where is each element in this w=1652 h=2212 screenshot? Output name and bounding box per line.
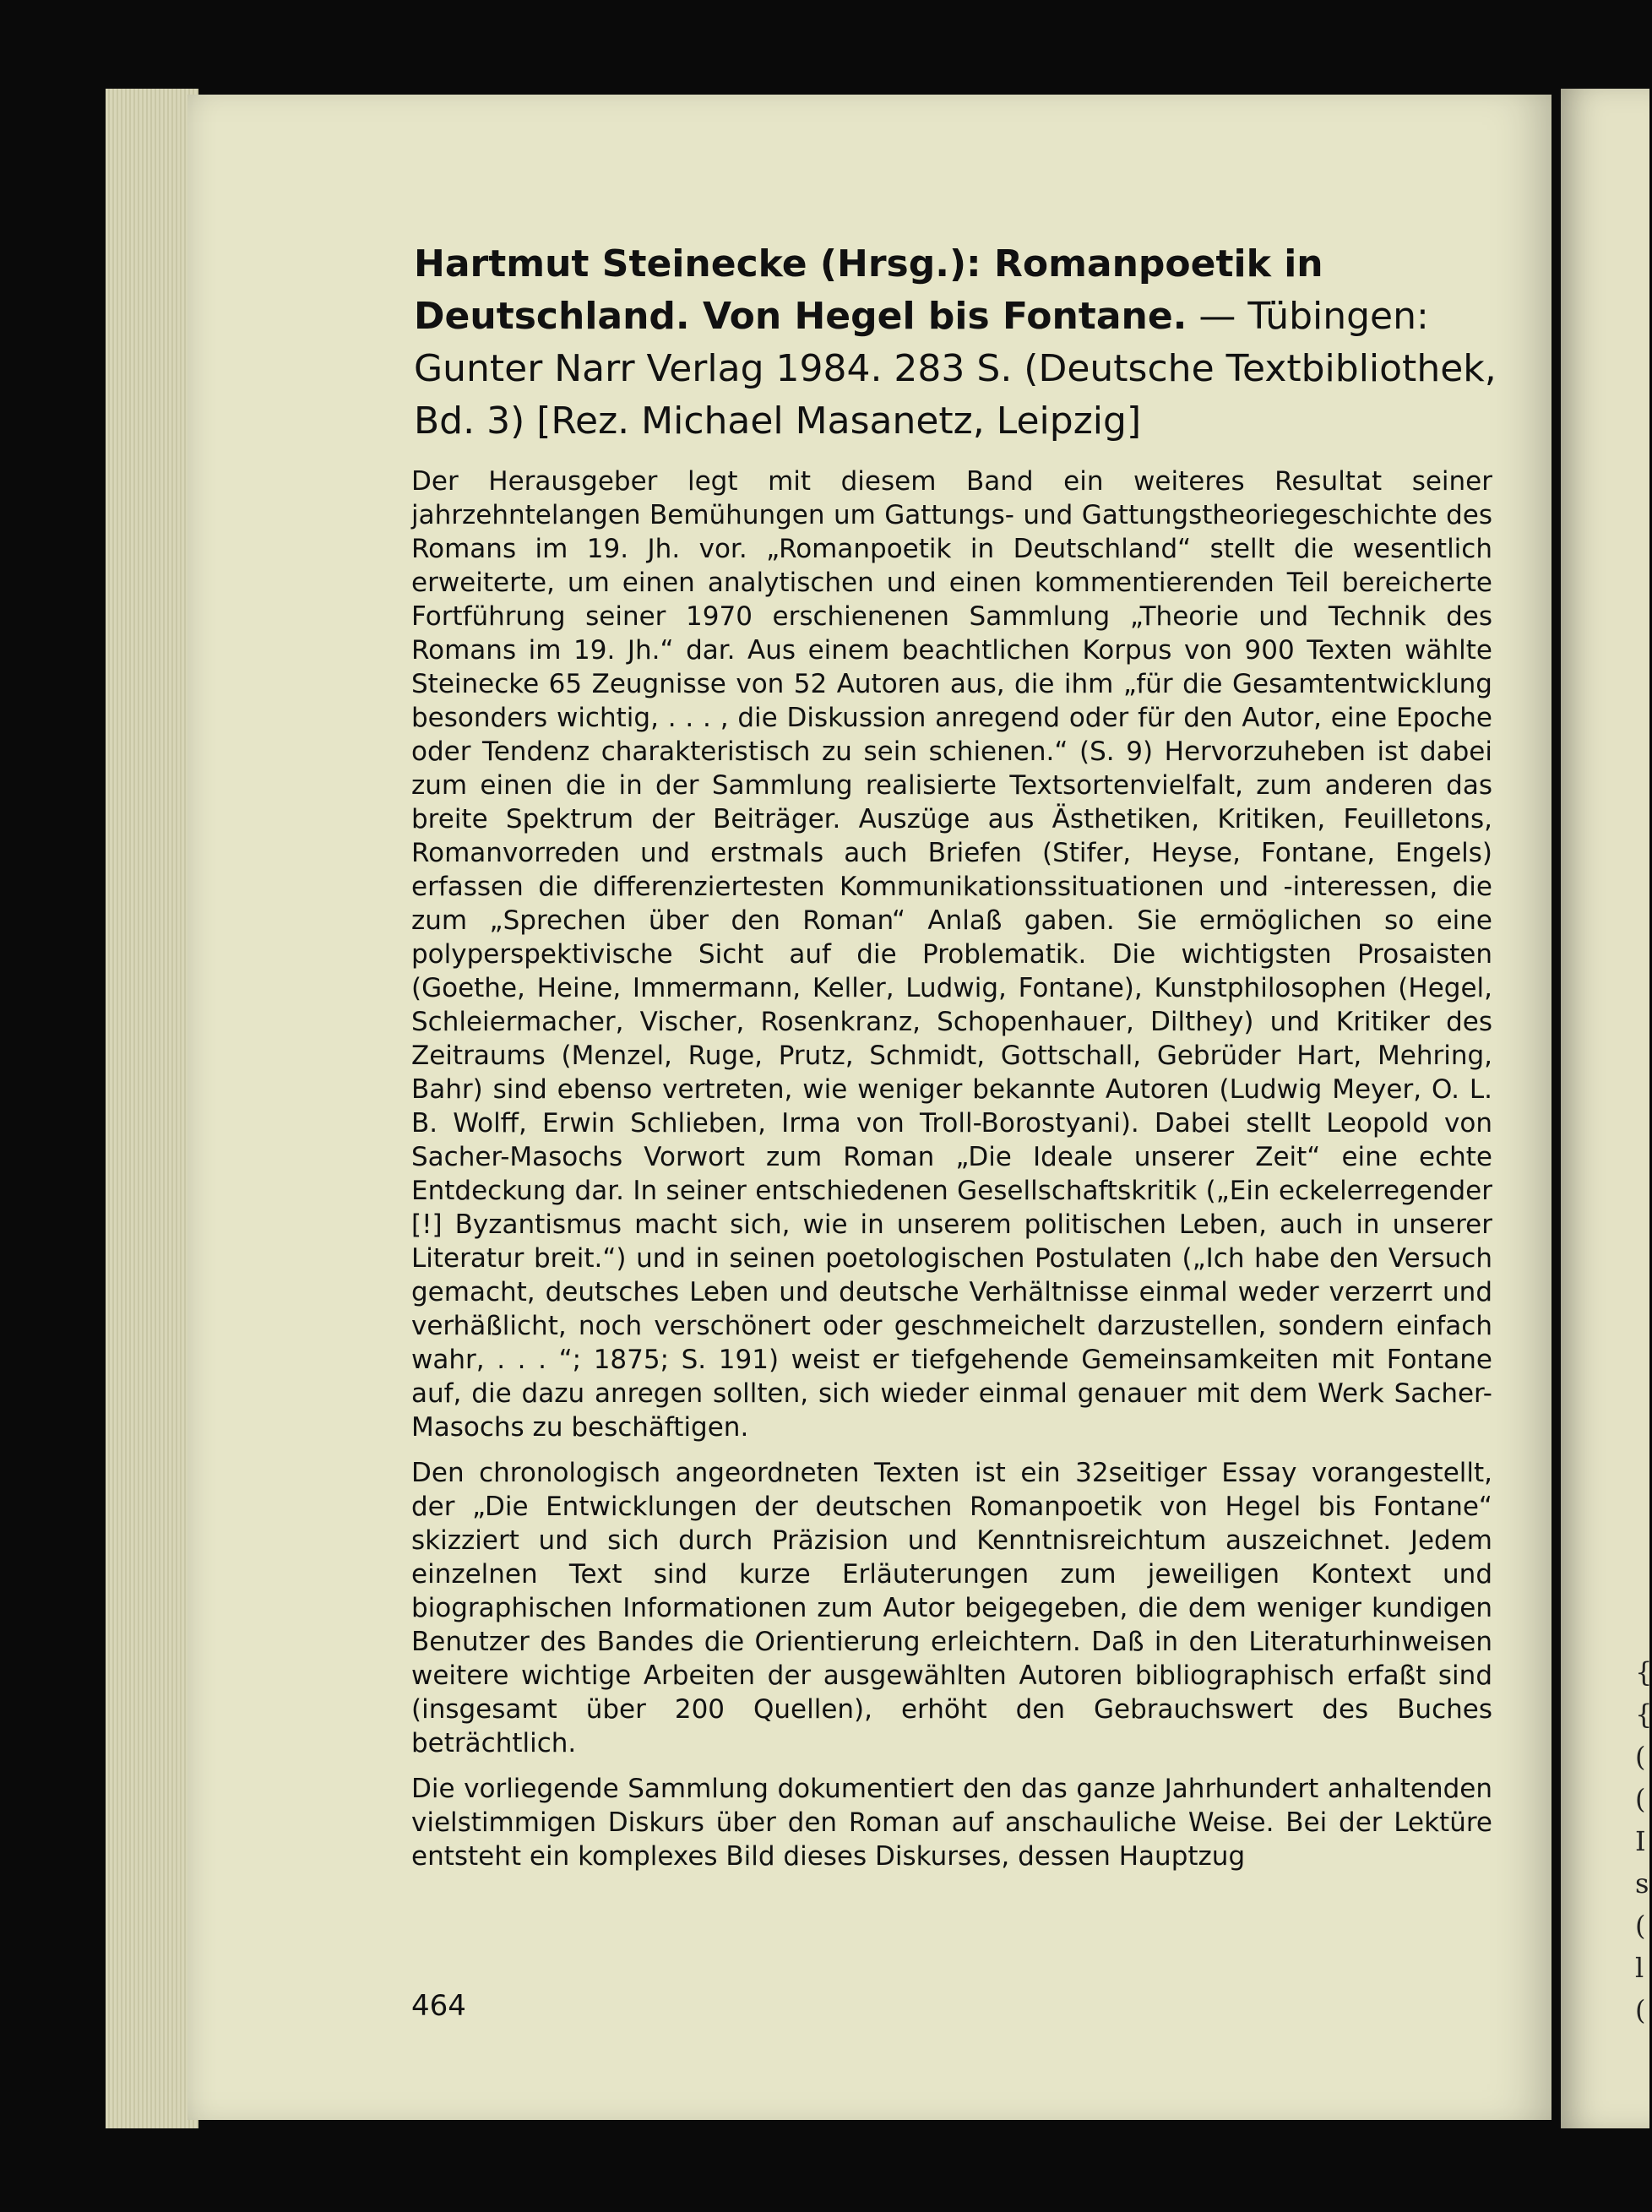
review-heading-publication: — Tübingen: Gunter Narr Verlag 1984. 283 S. (Deutsche Textbibliothek, Bd. 3) [Rez. Michael Masanetz, Leipzig] <box>414 295 1497 443</box>
review-body <box>411 465 1492 1885</box>
review-heading-bold: Hartmut Steinecke (Hrsg.): Romanpoetik in Deutschland. Von Hegel bis Fontane. <box>414 242 1323 338</box>
facing-page-fragments: { { ( ( I s ( l ( <box>1635 1656 1652 2026</box>
paragraph: Die vorliegende Sammlung dokumentiert den das ganze Jahrhundert anhaltenden vielstimmigen Diskurs über den Roman auf anschauliche Weise. Bei der Lektüre entsteht ein komplexes Bild dieses Diskurses, dessen Hauptzug <box>411 1774 1492 1872</box>
facing-page-edge <box>1561 89 1652 2128</box>
paragraph: Den chronologisch angeordneten Texten ist ein 32seitiger Essay vorangestellt, der „Die Entwicklungen der deutschen Romanpoetik von Hegel bis Fontane“ skizziert und sich durch Präzision und Kenntnisreichtum auszeichnet. Jedem einzelnen Text sind kurze Erläuterungen zum jeweiligen Kontext und biographischen Informationen zum Autor beigegeben, die dem weniger kundigen Benutzer des Bandes die Orientierung erleichtern. Daß in den Literaturhinweisen weitere wichtige Arbeiten der ausgewählten Autoren bibliographisch erfaßt sind (insgesamt über 200 Quellen), erhöht den Gebrauchswert des Buches beträchtlich. <box>411 1458 1492 1758</box>
review-heading <box>414 238 1499 448</box>
page-edges <box>106 89 198 2128</box>
paragraph: Der Herausgeber legt mit diesem Band ein weiteres Resultat seiner jahrzehntelangen Bemühungen um Gattungs- und Gattungstheoriegeschichte des Romans im 19. Jh. vor. „Romanpoetik in Deutschland“ stellt die wesentlich erweiterte, um einen analytischen und einen kommentierenden Teil bereicherte Fortführung seiner 1970 erschienenen Sammlung „Theorie und Technik des Romans im 19. Jh.“ dar. Aus einem beachtlichen Korpus von 900 Texten wählte Steinecke 65 Zeugnisse von 52 Autoren aus, die ihm „für die Gesamtentwicklung besonders wichtig, . . . , die Diskussion anregend oder für den Autor, eine Epoche oder Tendenz charakteristisch zu sein schienen.“ (S. 9) Hervorzuheben ist dabei zum einen die in der Sammlung realisierte Textsortenvielfalt, zum anderen das breite Spektrum der Beiträger. Auszüge aus Ästhetiken, Kritiken, Feuilletons, Romanvorreden und erstmals auch Briefen (Stifer, Heyse, Fontane, Engels) erfassen die differenziertesten Kommunikationssituationen und -interessen, die zum „Sprechen über den Roman“ Anlaß gaben. Sie ermöglichen so eine polyperspektivische Sicht auf die Problematik. Die wichtigsten Prosaisten (Goethe, Heine, Immermann, Keller, Ludwig, Fontane), Kunstphilosophen (Hegel, Schleiermacher, Vischer, Rosenkranz, Schopenhauer, Dilthey) und Kritiker des Zeitraums (Menzel, Ruge, Prutz, Schmidt, Gottschall, Gebrüder Hart, Mehring, Bahr) sind ebenso vertreten, wie weniger bekannte Autoren (Ludwig Meyer, O. L. B. Wolff, Erwin Schlieben, Irma von Troll-Borostyani). Dabei stellt Leopold von Sacher-Masochs Vorwort zum Roman „Die Ideale unserer Zeit“ eine echte Entdeckung dar. In seiner entschiedenen Gesellschaftskritik („Ein eckelerregender [!] Byzantismus macht sich, wie in unserem politischen Leben, auch in unserer Literatur breit.“) und in seinen poetologischen Postulaten („Ich habe den Versuch gemacht, deutsches Leben und deutsche Verhältnisse einmal weder verzerrt und verhäßlicht, noch verschönert oder geschmeichelt darzustellen, sondern einfach wahr, . . . “; 1875; S. 191) weist er tiefgehende Gemeinsamkeiten mit Fontane auf, die dazu anregen sollten, sich wieder einmal genauer mit dem Werk Sacher-Masochs zu beschäftigen. <box>411 466 1492 1443</box>
page-number: 464 <box>411 1989 466 2023</box>
